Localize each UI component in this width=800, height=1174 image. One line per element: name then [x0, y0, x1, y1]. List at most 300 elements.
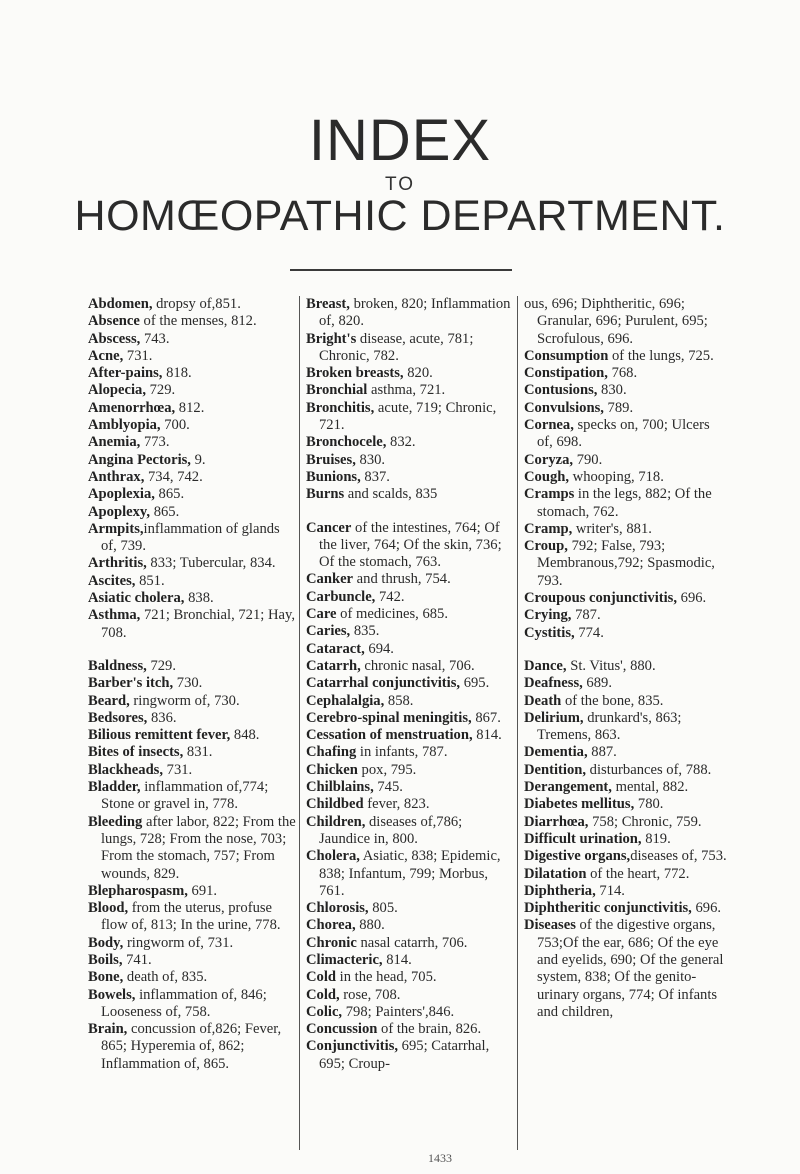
- index-references: ringworm of, 731.: [123, 934, 234, 951]
- index-entry: [88, 573, 298, 590]
- index-term: Diphtheria,: [524, 882, 596, 899]
- index-references: 758; Chronic, 759.: [588, 813, 702, 830]
- index-term: Asiatic cholera,: [88, 590, 185, 607]
- index-entry: [88, 365, 298, 382]
- index-term: Conjunctivitis,: [306, 1038, 399, 1055]
- index-term: Constipation,: [524, 365, 608, 382]
- index-entry: [524, 486, 729, 521]
- index-references: 689.: [582, 675, 612, 692]
- index-entry: [306, 848, 516, 900]
- index-entry: [524, 658, 729, 675]
- index-term: Difficult urination,: [524, 830, 642, 847]
- index-entry: [524, 382, 729, 399]
- index-references: rose, 708.: [339, 986, 401, 1003]
- index-term: Derangement,: [524, 779, 612, 796]
- index-entry: [306, 331, 516, 366]
- index-entry: [88, 693, 298, 710]
- index-references: 832.: [386, 434, 416, 451]
- index-term: Diseases: [524, 917, 576, 934]
- index-entry: [524, 675, 729, 692]
- index-term: Bronchitis,: [306, 399, 375, 416]
- index-term: Catarrhal conjunctivitis,: [306, 675, 461, 692]
- index-references: ous, 696; Diphtheritic, 696; Granular, 696; Purulent, 695; Scrofulous, 696.: [524, 296, 708, 347]
- index-term: Dance,: [524, 657, 567, 674]
- index-term: Crying,: [524, 607, 572, 624]
- index-references: 714.: [595, 882, 625, 899]
- index-references: and scalds, 835: [344, 486, 438, 503]
- index-entry: [88, 900, 298, 935]
- index-entry: [524, 744, 729, 761]
- index-references: inflammation of,774; Stone or gravel in, 778.: [101, 779, 269, 813]
- index-entry: [524, 452, 729, 469]
- index-references: 731.: [163, 761, 193, 778]
- index-term: Apoplexy,: [88, 503, 151, 520]
- page-number: 1433: [428, 1151, 452, 1165]
- index-entry: [88, 400, 298, 417]
- index-term: Armpits,: [88, 520, 144, 537]
- index-entry: [306, 675, 516, 692]
- index-term: Colic,: [306, 1003, 343, 1020]
- index-entry: [524, 917, 729, 1021]
- index-term: Breast,: [306, 296, 350, 312]
- index-term: Alopecia,: [88, 382, 146, 399]
- index-term: Dentition,: [524, 761, 587, 778]
- index-term: Bright's: [306, 330, 357, 347]
- index-references: 865.: [150, 503, 180, 520]
- index-term: Dilatation: [524, 865, 587, 882]
- index-references: 837.: [360, 468, 390, 485]
- index-entry: [306, 693, 516, 710]
- index-references: 831.: [183, 744, 213, 761]
- index-references: 695.: [460, 675, 490, 692]
- index-entry: [88, 952, 298, 969]
- index-entry: [88, 779, 298, 814]
- index-term: Carbuncle,: [306, 588, 376, 605]
- index-references: 780.: [634, 796, 664, 813]
- index-entry: [306, 296, 516, 331]
- index-term: Cold: [306, 969, 337, 986]
- index-term: Cold,: [306, 986, 340, 1003]
- index-references: after labor, 822; From the lungs, 728; From the nose, 703; From the stomach, 757; From wounds, 829.: [101, 813, 296, 882]
- index-entry: [524, 296, 729, 348]
- index-entry: [306, 365, 516, 382]
- index-references: 696.: [677, 590, 707, 607]
- index-entry: [524, 814, 729, 831]
- index-term: Abdomen,: [88, 296, 153, 312]
- index-term: Climacteric,: [306, 951, 383, 968]
- index-entry: [524, 538, 729, 590]
- index-term: Chilblains,: [306, 779, 374, 796]
- index-entry: [306, 710, 516, 727]
- index-references: 694.: [364, 640, 394, 657]
- index-references: 812.: [175, 399, 205, 416]
- index-references: 768.: [607, 365, 638, 382]
- index-references: 741.: [122, 951, 152, 968]
- index-entry: [524, 400, 729, 417]
- index-references: 838.: [184, 590, 214, 607]
- index-references: 743.: [140, 330, 170, 347]
- index-term: Convulsions,: [524, 399, 604, 416]
- index-references: pox, 795.: [357, 761, 417, 778]
- index-term: Anemia,: [88, 434, 141, 451]
- index-entry: [88, 469, 298, 486]
- index-entry: [88, 434, 298, 451]
- index-references: 789.: [603, 399, 634, 416]
- index-references: mental, 882.: [611, 779, 689, 796]
- index-references: 887.: [587, 744, 617, 761]
- department-title: HOMŒOPATHIC DEPARTMENT.: [74, 192, 726, 240]
- index-references: broken, 820; Inflammation of, 820.: [319, 296, 511, 330]
- index-term: Absence: [88, 313, 140, 330]
- index-entry: [524, 521, 729, 538]
- index-references: acute, 719; Chronic, 721.: [319, 399, 497, 434]
- index-term: Angina Pectoris,: [88, 451, 191, 468]
- index-entry: [88, 935, 298, 952]
- index-entry: [88, 658, 298, 675]
- index-entry: [524, 469, 729, 486]
- index-entry: [306, 952, 516, 969]
- index-term: Cramp,: [524, 520, 573, 537]
- index-references: fever, 823.: [363, 796, 430, 813]
- index-references: 851.: [135, 572, 165, 589]
- index-entry: [306, 469, 516, 486]
- index-term: Burns: [306, 486, 345, 503]
- index-entry: [88, 504, 298, 521]
- index-entry: [88, 521, 298, 556]
- column-divider: [299, 296, 300, 1150]
- index-references: 745.: [373, 779, 403, 796]
- index-references: 820.: [403, 365, 433, 382]
- index-term: Cessation of menstruation,: [306, 727, 473, 744]
- index-references: 814.: [382, 951, 412, 968]
- index-references: of medicines, 685.: [336, 606, 448, 623]
- index-references: of the lungs, 725.: [608, 347, 714, 364]
- index-term: Diabetes mellitus,: [524, 796, 635, 813]
- index-references: 700.: [160, 417, 190, 434]
- index-entry: [524, 762, 729, 779]
- index-term: Bowels,: [88, 986, 136, 1003]
- index-term: Bedsores,: [88, 709, 148, 726]
- index-entry: [306, 606, 516, 623]
- index-entry: [88, 452, 298, 469]
- index-entry: [88, 417, 298, 434]
- index-term: Children,: [306, 813, 366, 830]
- index-term: Baldness,: [88, 657, 147, 674]
- index-entry: [306, 658, 516, 675]
- index-term: Amenorrhœa,: [88, 399, 176, 416]
- index-entry: [88, 555, 298, 572]
- index-references: 819.: [641, 830, 671, 847]
- index-references: 691.: [187, 882, 218, 899]
- index-references: in infants, 787.: [356, 744, 448, 761]
- index-entry: [88, 727, 298, 744]
- index-entry: [306, 623, 516, 640]
- index-entry: [88, 313, 298, 330]
- index-entry: [524, 590, 729, 607]
- index-entry: [88, 883, 298, 900]
- index-references: concussion of,826; Fever, 865; Hyperemia of, 862; Inflammation of, 865.: [101, 1021, 282, 1072]
- index-entry: [524, 883, 729, 900]
- index-entry: [306, 520, 516, 572]
- index-entry: [306, 727, 516, 744]
- index-references: 695; Catarrhal, 695; Croup-: [319, 1038, 490, 1072]
- index-references: inflammation of, 846; Looseness of, 758.: [101, 986, 267, 1020]
- index-entry: [306, 400, 516, 435]
- index-term: Chafing: [306, 744, 357, 761]
- index-term: Brain,: [88, 1021, 128, 1038]
- index-term: Bladder,: [88, 779, 141, 796]
- index-references: of the digestive organs, 753;Of the ear, 686; Of the eye and eyelids, 690; Of the general system, 838; Of the genito-urinary organs, 774; Of infants and children,: [537, 917, 724, 1020]
- index-term: Abscess,: [88, 330, 141, 347]
- index-entry: [88, 296, 298, 313]
- index-entry: [524, 866, 729, 883]
- title-rule: [290, 269, 512, 271]
- index-term: Blood,: [88, 900, 129, 917]
- index-entry: [88, 607, 298, 642]
- index-term: Broken breasts,: [306, 365, 404, 382]
- index-references: 696.: [691, 900, 722, 917]
- index-references: of the heart, 772.: [586, 865, 690, 882]
- index-references: 805.: [368, 900, 398, 917]
- index-term: Consumption: [524, 347, 609, 364]
- index-references: nasal catarrh, 706.: [356, 934, 468, 951]
- index-references: 798; Painters',846.: [342, 1003, 455, 1020]
- index-term: Croup,: [524, 538, 568, 555]
- index-term: Bronchocele,: [306, 434, 387, 451]
- index-term: Bites of insects,: [88, 744, 184, 761]
- section-gap: [524, 642, 729, 658]
- index-references: disease, acute, 781; Chronic, 782.: [319, 330, 474, 364]
- index-entry: [524, 625, 729, 642]
- index-term: Arthritis,: [88, 555, 147, 572]
- index-term: Catarrh,: [306, 657, 361, 674]
- index-term: Delirium,: [524, 709, 584, 726]
- index-references: 858.: [384, 692, 414, 709]
- index-references: disturbances of, 788.: [586, 761, 712, 778]
- index-references: specks on, 700; Ulcers of, 698.: [537, 417, 710, 451]
- index-references: drunkard's, 863; Tremens, 863.: [537, 709, 682, 744]
- index-references: 818.: [162, 365, 192, 382]
- index-entry: [88, 486, 298, 503]
- index-term: Cough,: [524, 468, 570, 485]
- index-term: Bleeding: [88, 813, 143, 830]
- index-references: 848.: [230, 727, 260, 744]
- index-references: 867.: [471, 709, 501, 726]
- index-term: Bronchial: [306, 382, 368, 399]
- index-entry: [306, 1038, 516, 1073]
- index-references: 830.: [355, 451, 386, 468]
- index-term: Cerebro-spinal meningitis,: [306, 709, 472, 726]
- index-entry: [524, 848, 729, 865]
- index-references: Asiatic, 838; Epidemic, 838; Infantum, 799; Morbus, 761.: [319, 848, 501, 899]
- index-term: Blepharospasm,: [88, 882, 188, 899]
- index-references: of the bone, 835.: [561, 692, 664, 709]
- index-term: Amblyopia,: [88, 417, 161, 434]
- index-entry: [306, 1004, 516, 1021]
- index-entry: [306, 434, 516, 451]
- index-entry: [306, 589, 516, 606]
- index-entry: [524, 693, 729, 710]
- index-entry: [306, 382, 516, 399]
- index-entry: [306, 814, 516, 849]
- index-term: Canker: [306, 571, 354, 588]
- index-term: Bruises,: [306, 451, 356, 468]
- index-title: INDEX: [308, 108, 492, 173]
- index-term: Acne,: [88, 347, 124, 364]
- index-term: Chicken: [306, 761, 358, 778]
- index-entry: [524, 779, 729, 796]
- index-entry: [524, 348, 729, 365]
- index-entry: [306, 641, 516, 658]
- index-references: 734, 742.: [144, 468, 203, 485]
- index-column-1: [88, 296, 298, 1073]
- index-references: 729.: [145, 382, 176, 399]
- index-term: Apoplexia,: [88, 486, 155, 503]
- index-references: 773.: [140, 434, 170, 451]
- index-references: of the intestines, 764; Of the liver, 764; Of the skin, 736; Of the stomach, 763.: [319, 519, 502, 571]
- index-references: 833; Tubercular, 834.: [146, 555, 276, 572]
- index-term: Bunions,: [306, 468, 361, 485]
- index-subtitle-to: TO: [384, 174, 416, 195]
- index-term: Blackheads,: [88, 761, 164, 778]
- index-term: Cornea,: [524, 417, 574, 434]
- index-term: Bone,: [88, 969, 124, 986]
- index-references: writer's, 881.: [572, 520, 652, 537]
- index-references: inflammation of glands of, 739.: [101, 520, 280, 555]
- index-entry: [88, 987, 298, 1022]
- index-term: Childbed: [306, 796, 364, 813]
- index-term: Ascites,: [88, 572, 136, 589]
- index-references: 9.: [190, 451, 206, 468]
- index-references: ringworm of, 730.: [129, 692, 240, 709]
- index-term: Dementia,: [524, 744, 588, 761]
- index-references: whooping, 718.: [569, 468, 664, 485]
- index-term: Cholera,: [306, 848, 360, 865]
- index-column-2: [306, 296, 516, 1073]
- index-references: 730.: [173, 675, 203, 692]
- index-entry: [88, 590, 298, 607]
- index-term: Chorea,: [306, 917, 356, 934]
- index-entry: [88, 382, 298, 399]
- index-term: Caries,: [306, 623, 351, 640]
- index-term: Cancer: [306, 519, 352, 536]
- index-entry: [306, 900, 516, 917]
- index-entry: [524, 607, 729, 624]
- index-references: diseases of, 753.: [630, 848, 727, 865]
- index-entry: [524, 796, 729, 813]
- index-references: in the legs, 882; Of the stomach, 762.: [537, 486, 712, 520]
- index-entry: [306, 987, 516, 1004]
- index-entry: [306, 486, 516, 503]
- index-entry: [524, 365, 729, 382]
- index-references: from the uterus, profuse flow of, 813; In the urine, 778.: [101, 900, 281, 934]
- index-references: 880.: [355, 917, 385, 934]
- index-entry: [306, 571, 516, 588]
- index-entry: [524, 417, 729, 452]
- index-entry: [88, 969, 298, 986]
- index-term: Chlorosis,: [306, 900, 369, 917]
- index-entry: [88, 744, 298, 761]
- index-term: Cramps: [524, 486, 575, 503]
- index-references: 836.: [147, 709, 177, 726]
- index-term: Diphtheritic conjunctivitis,: [524, 900, 692, 917]
- index-entry: [306, 796, 516, 813]
- index-term: Bilious remittent fever,: [88, 727, 231, 744]
- index-term: After-pains,: [88, 365, 163, 382]
- index-term: Anthrax,: [88, 468, 145, 485]
- index-entry: [524, 900, 729, 917]
- index-references: 787.: [571, 607, 601, 624]
- index-term: Croupous conjunctivitis,: [524, 590, 677, 607]
- index-references: 774.: [574, 624, 604, 641]
- index-term: Concussion: [306, 1021, 378, 1038]
- index-entry: [306, 917, 516, 934]
- index-entry: [306, 779, 516, 796]
- index-term: Beard,: [88, 692, 130, 709]
- index-entry: [88, 814, 298, 883]
- index-term: Diarrhœa,: [524, 813, 589, 830]
- index-entry: [88, 1021, 298, 1073]
- index-references: St. Vitus', 880.: [566, 657, 656, 674]
- section-gap: [88, 642, 298, 658]
- index-entry: [88, 675, 298, 692]
- index-term: Asthma,: [88, 607, 141, 624]
- index-references: 865.: [154, 486, 185, 503]
- index-term: Deafness,: [524, 675, 583, 692]
- index-references: chronic nasal, 706.: [360, 657, 475, 674]
- index-entry: [306, 1021, 516, 1038]
- index-references: 835.: [350, 623, 380, 640]
- index-column-3: [524, 296, 729, 1021]
- index-references: 792; False, 793; Membranous,792; Spasmodic, 793.: [537, 538, 715, 589]
- index-term: Barber's itch,: [88, 675, 174, 692]
- index-references: 742.: [375, 588, 405, 605]
- column-divider: [517, 296, 518, 1150]
- index-term: Coryza,: [524, 451, 574, 468]
- index-term: Cataract,: [306, 640, 365, 657]
- index-references: of the menses, 812.: [139, 313, 257, 330]
- index-entry: [88, 331, 298, 348]
- index-entry: [524, 831, 729, 848]
- index-term: Cystitis,: [524, 624, 575, 641]
- section-gap: [306, 504, 516, 520]
- index-entry: [306, 452, 516, 469]
- index-term: Care: [306, 606, 337, 623]
- index-references: death of, 835.: [123, 969, 208, 986]
- index-term: Contusions,: [524, 382, 598, 399]
- index-entry: [88, 348, 298, 365]
- index-term: Digestive organs,: [524, 848, 631, 865]
- index-references: of the brain, 826.: [377, 1021, 482, 1038]
- index-references: 790.: [573, 451, 603, 468]
- index-references: and thrush, 754.: [353, 571, 451, 588]
- index-entry: [524, 710, 729, 745]
- index-entry: [306, 744, 516, 761]
- index-entry: [306, 762, 516, 779]
- index-references: dropsy of,851.: [152, 296, 241, 312]
- index-references: 830.: [597, 382, 627, 399]
- index-entry: [88, 762, 298, 779]
- index-entry: [88, 710, 298, 727]
- index-references: diseases of,786; Jaundice in, 800.: [319, 813, 463, 847]
- index-term: Body,: [88, 934, 124, 951]
- index-references: 731.: [123, 347, 153, 364]
- index-references: asthma, 721.: [367, 382, 446, 399]
- index-references: 721; Bronchial, 721; Hay, 708.: [101, 607, 295, 641]
- index-term: Boils,: [88, 951, 123, 968]
- index-entry: [306, 969, 516, 986]
- index-entry: [306, 935, 516, 952]
